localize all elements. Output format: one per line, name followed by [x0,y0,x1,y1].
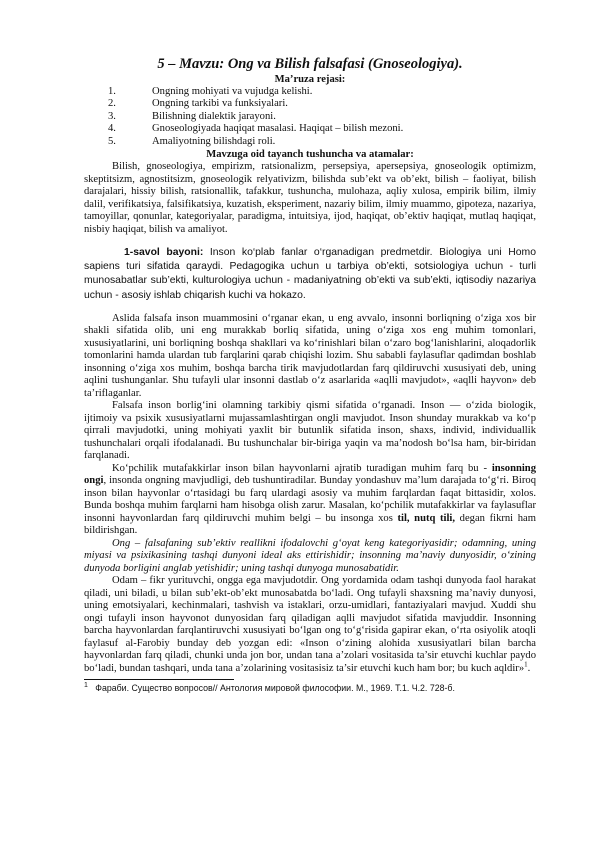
body-text: Odam – fikr yurituvchi, ongga ega mavjudotdir. Ong yordamida odam tashqi dunyoda faol harakat qiladi, uni biladi, u bilan sub’ekt-ob’ekt munosabatda bo‘ladi. Ong tufayli shaxsning ma’naviy dunyosi, uning emotsiyalari, kechinmalari, tashvish va istaklari, orzu-umidlari, fantaziyalari mavjud. Xuddi shu ongi tufayli inson hayvonot dunyosidan farq qiladigan aqlli mavjudot sifatida mavjuddir. Insonning barcha hayvonlardan farqlantiruvchi xususiyati bo‘lgan ong to‘g‘risida gapirar ekan, o‘rta osiyolik atoqli faylasuf al-Farobiy bunday deb yozgan edi: «Inson o‘zining alohida xususiyatlari bilan barcha hayvonlardan farq qiladi, chunki unda jon bor, undan tana a’zolari vositasida ta’sir etuvchi kuchlar paydo bo‘ladi, bundan tashqari, unda tana a’zolarining vositasisiz ta’sir etuvchi kuch ham bor; bu kuch aqldir» [84,575,536,674]
list-item-number: 1. [108,86,116,97]
body-paragraph-2: Falsafa inson borlig‘ini olamning tarkibiy qismi sifatida o‘rganadi. Inson — o‘zida biologik, ijtimoiy va psixik xususiyatlarni mujassamlashtirgan ongli mavjudot. Inson shunday murakkab va ko‘p qirrali mavjudotki, uning mohiyati yaxlit bir butunlik sifatida inson, shaxs, individ, individuallik tushunchalari orqali ifodalanadi. Bu tushunchalar bir-biriga yaqin va ma’nodosh bo‘lsa ham, bir-biridan farqlanadi. [84,400,536,462]
terms-heading: Mavzuga oid tayanch tushuncha va atamalar: [206,149,414,161]
list-item-text: Ongning tarkibi va funksiyalari. [152,98,288,110]
spacer [84,303,536,313]
list-item-text: Bilishning dialektik jarayoni. [152,110,276,122]
spacer [84,236,536,246]
lecture-plan-list [84,86,536,148]
question-1-label: 1-savol bayoni: [124,247,204,259]
footnote-reference[interactable]: 1 [524,660,528,669]
footnote [84,682,536,694]
body-paragraph-1: Aslida falsafa inson muammosini o‘rganar ekan, u eng avvalo, insonni borliqning o‘ziga xos bir shakli sifatida olib, uni eng murakkab borliq sifatida, uning o‘ziga xos eng muhim tomonlari, xususiyatlarini, uni borliqning boshqa shakllari va ko‘rinishlari bilan o‘zaro bog‘lanishlarini, aloqadorlik tomonlarini hamda ulardan tub farqlarini qarab chiqishi lozim. Shu sababli faylasuflar qadimdan boshlab insonning o‘ziga xos muhim, boshqa barcha tirik mavjudotlardan farq qildiruvchi xususiyati deb, uning aqlini tushunganlar. Shu tufayli ular insonni dastlab o‘z asarlarida «aqlli mavjudot», «aqlli hayvon» deb ta’riflaganlar. [84,312,536,399]
list-item-text: Gnoseologiyada haqiqat masalasi. Haqiqat – bilish mezoni. [152,123,404,135]
bold-term-consciousness: insonning ongi [84,462,536,487]
body-text: . [527,662,531,674]
body-paragraph-definition: Ong – falsafaning sub’ektiv reallikni ifodalovchi g‘oyat keng kategoriyasidir; odamning, uning miyasi va psixikasining tashqi dunyoni ideal aks ettirishidir; insonning ma’naviy dunyosidir, o‘zining dunyoda borligini anglab yetishidir; uning tashqi dunyoga munosabatidir. [84,537,536,574]
page-title: 5 – Mavzu: Ong va Bilish falsafasi (Gnoseologiya). [157,56,463,72]
list-item-number: 4. [108,123,116,135]
bold-term-language: til, nutq tili, [397,512,456,524]
body-paragraph-3 [84,463,536,538]
list-item [84,86,536,98]
list-item [84,98,536,110]
list-item-text: Amaliyotning bilishdagi roli. [152,135,276,147]
footnote-number: 1 [84,682,88,690]
body-text: , insonda ongning mavjudligi, deb tushuntiradilar. Bunday yondashuv ma’lum darajada to‘g‘ri. Biroq inson bilan hayvonlar o‘rtasidagi bu farq ulardagi asosiy va muhim farqlardan faqat bittasidir, xolos. Bunda boshqa muhim farqlarni ham hisobga olish zarur. Masalan, ko‘pchilik mutafakkirlar va faylasuflar insonni hayvonlardan farq qildiruvchi muhim belgi – bu insonga xos [84,475,536,524]
body-text: Ko‘pchilik mutafakkirlar inson bilan hayvonlarni ajratib turadigan muhim farq bu - [112,462,492,474]
body-text: degan fikrni ham bildirishgan. [84,512,536,537]
list-item [84,111,536,123]
question-1-paragraph [84,246,536,303]
list-item [84,136,536,148]
footnote-text: Фараби. Существо вопросов// Антология мировой философии. М., 1969. Т.1. Ч.2. 728-б. [95,683,455,694]
list-item-number: 2. [108,98,116,110]
list-item-text: Ongning mohiyati va vujudga kelishi. [152,86,313,97]
terms-paragraph: Bilish, gnoseologiya, empirizm, ratsionalizm, persepsiya, apersepsiya, gnoseologik optimizm, skeptitsizm, agnostitsizm, gnoseologik relyativizm, bilishda sub’ekt va ob’ekt, bilish – faoliyat, bilish darajalari, hissiy bilish, ratsionallik, tafakkur, tushuncha, mulohaza, aqliy xulosa, empirik bilim, ilmiy dalil, verifikatsiya, falsifikatsiya, kuzatish, eksperiment, nazariy bilim, ilmiy muammo, gipoteza, nazariya, tamoyillar, qonunlar, kategoriyalar, paradigma, intuitsiya, ijod, haqiqat, ob’ektiv haqiqat, mutlaq haqiqat, nisbiy haqiqat, bilish va amaliyot. [84,161,536,235]
body-paragraph-5 [84,575,536,675]
footnote-divider [84,679,234,680]
list-item-number: 5. [108,135,116,147]
question-1-text: Inson ko‘plab fanlar o‘rganadigan predmetdir. Biologiya uni Homo sapiens turi sifatida qaraydi. Pedagogika uchun u tarbiya ob’ekti, sotsiologiya uchun - turli munosabatlar sub’ekti, kulturologiya uchun - madaniyatning ob’ekti va sub’ekti, iqtisodiy nazariya uchun - asosiy ishlab chiqarish kuchi va hokazo. [84,247,536,301]
list-item-number: 3. [108,110,116,122]
plan-heading: Ma’ruza rejasi: [274,74,346,85]
list-item [84,123,536,135]
